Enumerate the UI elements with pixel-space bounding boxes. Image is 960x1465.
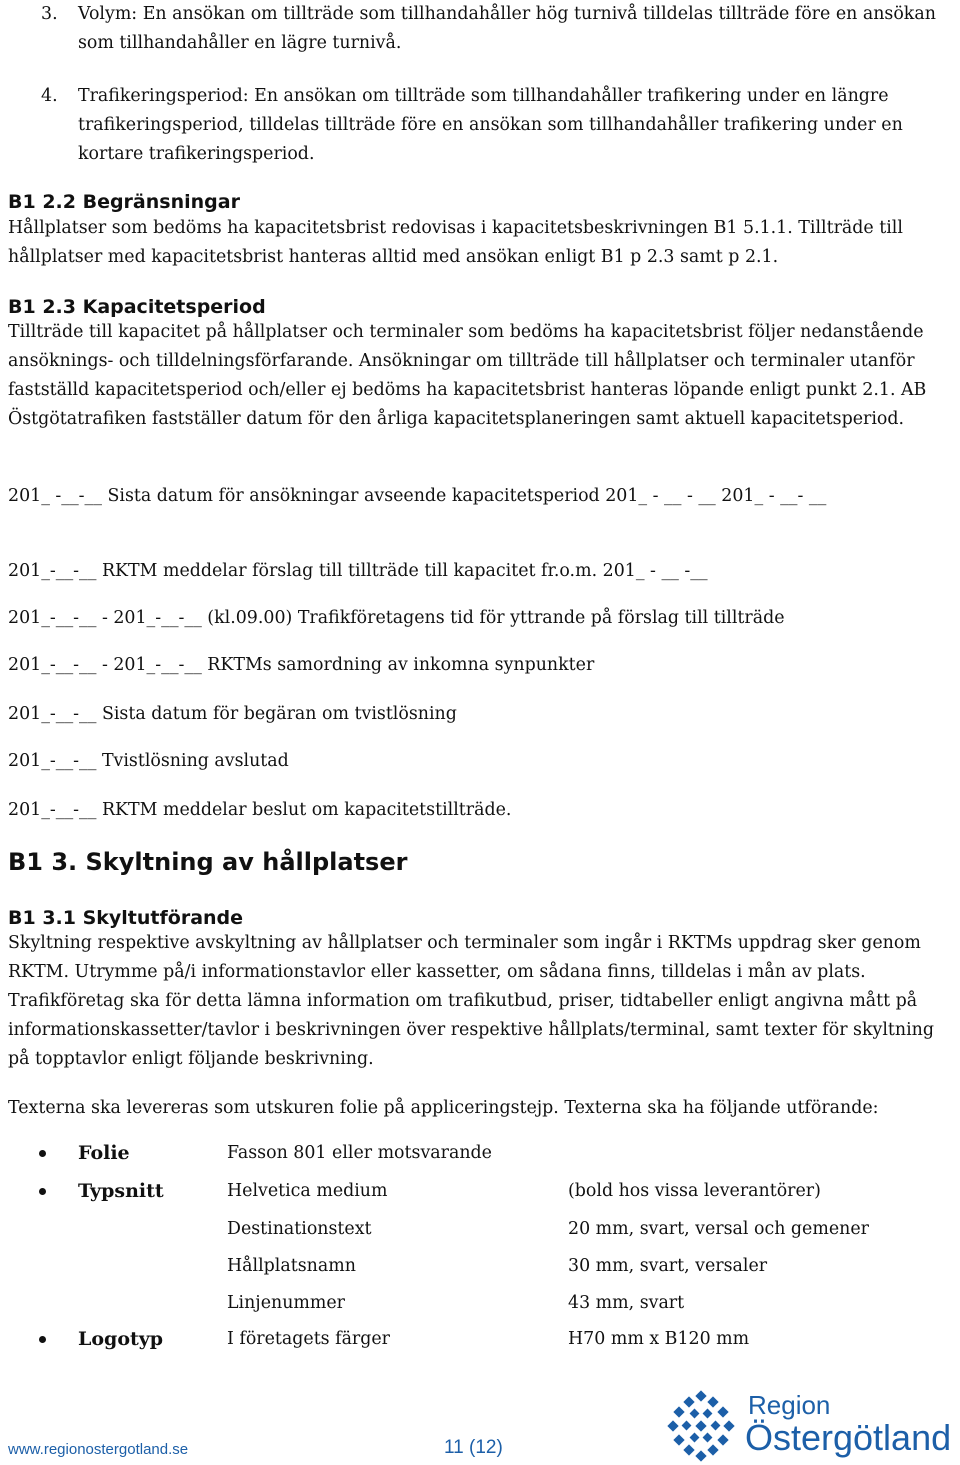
list-item (8, 82, 953, 169)
list-number: 3. (41, 4, 58, 24)
schedule-line: 201_-__-__ Sista datum för begäran om tvistlösning (8, 704, 457, 724)
spec-label: Typsnitt (78, 1180, 164, 1202)
spec-row (0, 1138, 960, 1174)
list-number: 4. (41, 86, 58, 106)
spec-value: Hållplatsnamn (227, 1256, 356, 1276)
spec-detail: H70 mm x B120 mm (568, 1329, 750, 1349)
schedule-line: 201_ -__-__ Sista datum för ansökningar avseende kapacitetsperiod 201_ - __ - __ 201_ - __- __ (8, 486, 827, 506)
spec-detail: (bold hos vissa leverantörer) (568, 1181, 821, 1201)
list-item-text: Volym: En ansökan om tillträde som tillhandahåller hög turnivå tilldelas tillträde före en ansökan som tillhandahåller en lägre turnivå. (78, 4, 936, 53)
section-heading-b1-2-2: B1 2.2 Begränsningar (8, 191, 240, 213)
bullet-icon (39, 1188, 46, 1195)
spec-value: I företagets färger (227, 1329, 390, 1349)
schedule-line: 201_-__-__ Tvistlösning avslutad (8, 751, 289, 771)
schedule-line: 201_-__-__ RKTM meddelar förslag till tillträde till kapacitet fr.o.m. 201_ - __ -__ (8, 561, 708, 581)
list-item (8, 0, 953, 58)
logo-text-ostergotland: Östergötland (745, 1417, 952, 1458)
spec-value: Linjenummer (227, 1293, 345, 1313)
schedule-line: 201_-__-__ RKTM meddelar beslut om kapacitetstillträde. (8, 800, 512, 820)
logo-text-region: Region (748, 1390, 831, 1420)
section-heading-b1-3: B1 3. Skyltning av hållplatser (8, 848, 408, 876)
spec-value: Fasson 801 eller motsvarande (227, 1143, 492, 1163)
spec-row (0, 1251, 960, 1287)
section-intro-b1-3-1: Texterna ska levereras som utskuren folie på appliceringstejp. Texterna ska ha följande utförande: (8, 1098, 879, 1118)
section-heading-b1-2-3: B1 2.3 Kapacitetsperiod (8, 296, 266, 318)
footer-url-link[interactable]: www.regionostergotland.se (8, 1441, 189, 1458)
spec-detail: 43 mm, svart (568, 1293, 685, 1313)
spec-row (0, 1214, 960, 1250)
section-body-b1-2-3: Tillträde till kapacitet på hållplatser och terminaler som bedöms ha kapacitetsbrist följer nedanstående ansöknings- och tilldelningsförfarande. Ansökningar om tillträde till hållplatser och terminaler utanför fastställd kapacitetsperiod och/eller ej bedöms ha kapacitetsbrist hanteras löpande enligt punkt 2.1. AB Östgötatrafiken fastställer datum för den årliga kapacitetsplaneringen samt aktuell kapacitetsperiod. (8, 322, 927, 429)
bullet-icon (39, 1150, 46, 1157)
spec-label: Folie (78, 1142, 130, 1164)
schedule-line: 201_-__-__ - 201_-__-__ RKTMs samordning av inkomna synpunkter (8, 655, 595, 675)
list-item-text: Trafikeringsperiod: En ansökan om tillträde som tillhandahåller trafikering under en längre trafikeringsperiod, tilldelas tillträde före en ansökan som tillhandahåller trafikering under en kortare trafikeringsperiod. (78, 86, 903, 164)
logo-mark-icon (665, 1390, 737, 1462)
numbered-list (8, 0, 953, 169)
page-number: 11 (12) (444, 1437, 503, 1458)
spec-detail: 30 mm, svart, versaler (568, 1256, 768, 1276)
spec-row (0, 1288, 960, 1324)
region-ostergotland-logo (665, 1390, 957, 1462)
section-heading-b1-3-1: B1 3.1 Skyltutförande (8, 907, 244, 929)
spec-row (0, 1176, 960, 1212)
section-body-b1-2-2: Hållplatser som bedöms ha kapacitetsbrist redovisas i kapacitetsbeskrivningen B1 5.1.1. Tillträde till hållplatser med kapacitetsbrist hanteras alltid med ansökan enligt B1 p 2.3 samt p 2.1. (8, 218, 903, 267)
spec-detail: 20 mm, svart, versal och gemener (568, 1219, 869, 1239)
spec-label: Logotyp (78, 1328, 164, 1350)
spec-value: Helvetica medium (227, 1181, 388, 1201)
schedule-line: 201_-__-__ - 201_-__-__ (kl.09.00) Trafikföretagens tid för yttrande på förslag till tillträde (8, 608, 785, 628)
section-body-b1-3-1: Skyltning respektive avskyltning av hållplatser och terminaler som ingår i RKTMs uppdrag sker genom RKTM. Utrymme på/i informationstavlor eller kassetter, om sådana finns, tilldelas i mån av plats. Trafikföretag ska för detta lämna information om trafikutbud, priser, tidtabeller enligt angivna mått på informationskassetter/tavlor i beskrivningen över respektive hållplats/terminal, samt texter för skyltning på topptavlor enligt följande beskrivning. (8, 933, 934, 1069)
spec-row (0, 1324, 960, 1360)
bullet-icon (39, 1336, 46, 1343)
spec-value: Destinationstext (227, 1219, 372, 1239)
